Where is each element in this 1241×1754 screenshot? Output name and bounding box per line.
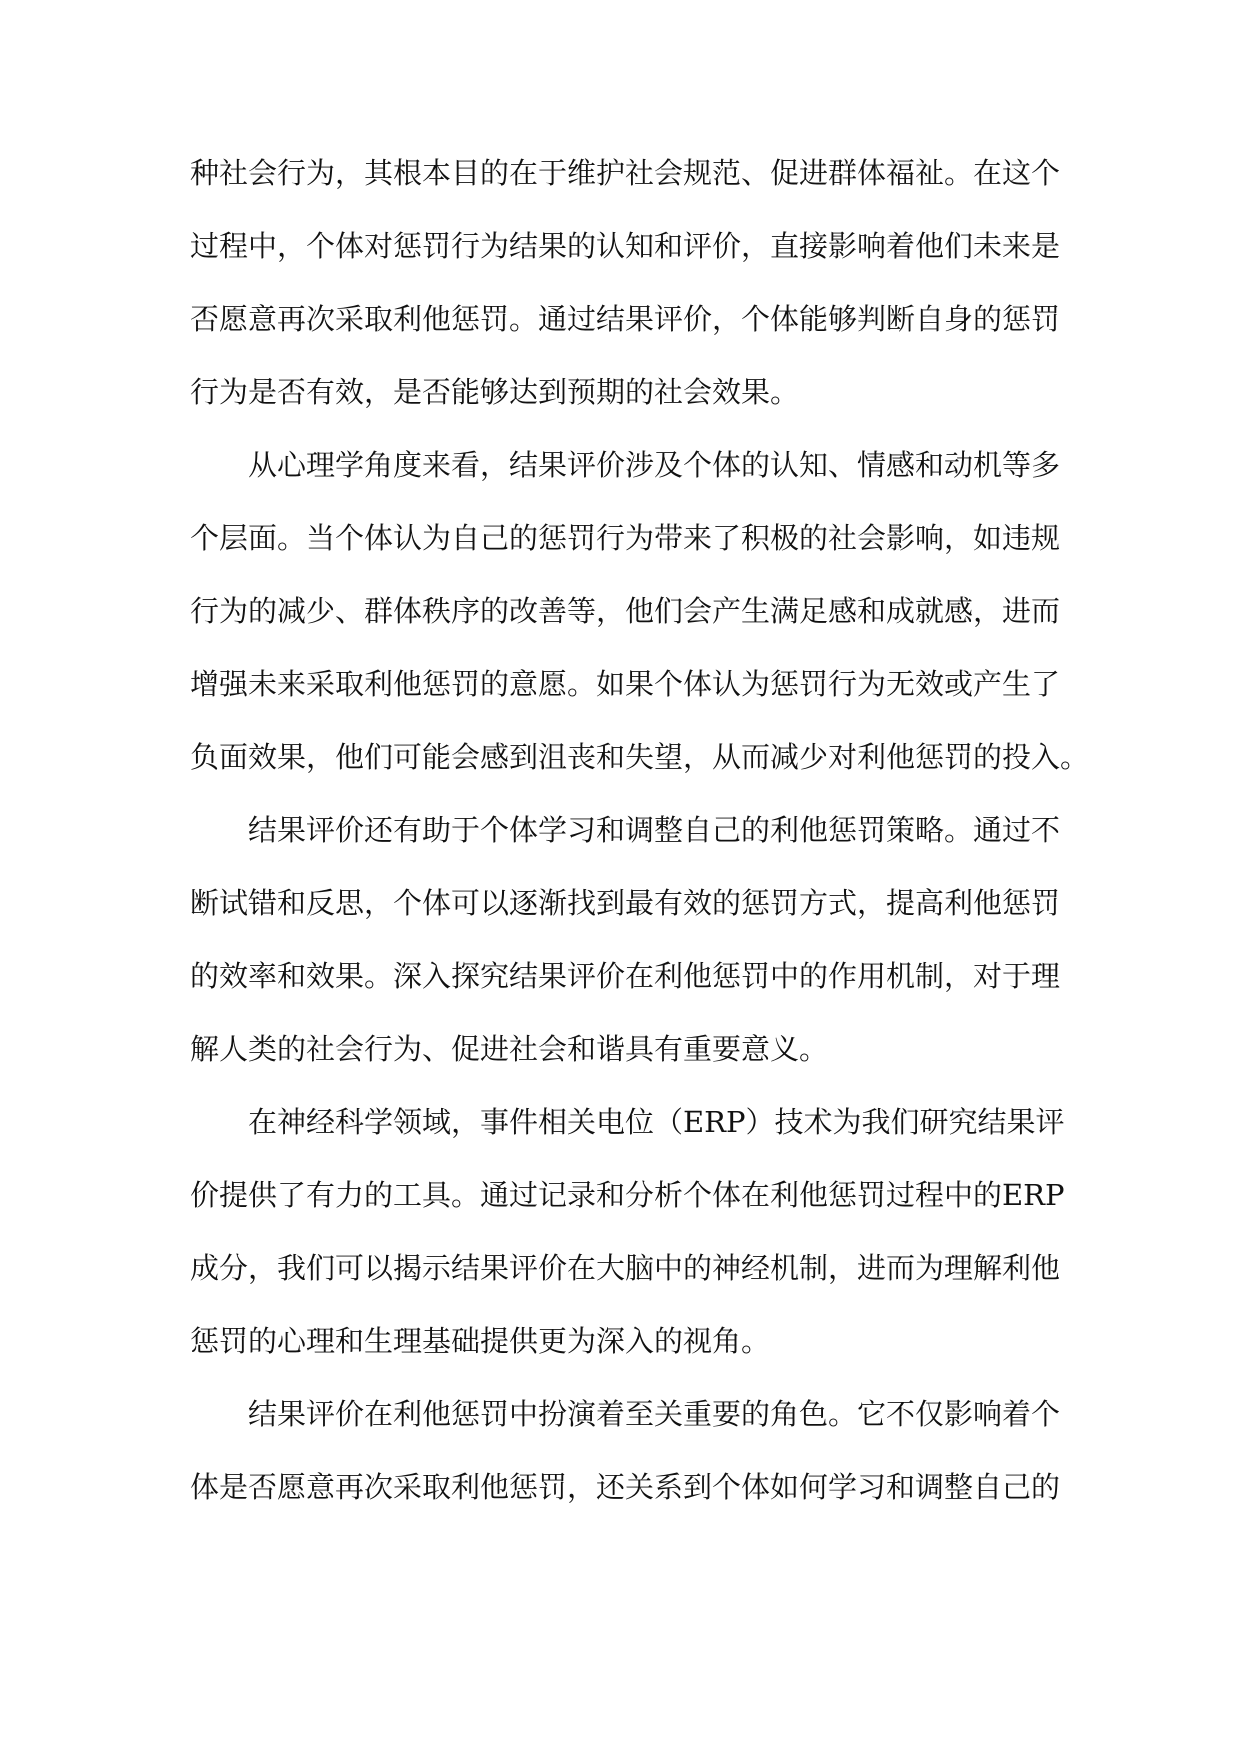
text-line: 个层面。当个体认为自己的惩罚行为带来了积极的社会影响，如违规 (190, 521, 1061, 555)
text-line: 的效率和效果。深入探究结果评价在利他惩罚中的作用机制，对于理 (190, 959, 1061, 993)
text-line: 断试错和反思，个体可以逐渐找到最有效的惩罚方式，提高利他惩罚 (190, 886, 1061, 920)
text-line: 成分，我们可以揭示结果评价在大脑中的神经机制，进而为理解利他 (190, 1251, 1061, 1285)
paragraph-first-line: 在神经科学领域，事件相关电位（ERP）技术为我们研究结果评 (248, 1105, 1065, 1139)
text-line: 种社会行为，其根本目的在于维护社会规范、促进群体福祉。在这个 (190, 156, 1061, 190)
text-line: 行为的减少、群体秩序的改善等，他们会产生满足感和成就感，进而 (190, 594, 1061, 628)
text-line: 解人类的社会行为、促进社会和谐具有重要意义。 (190, 1032, 829, 1066)
text-line: 行为是否有效，是否能够达到预期的社会效果。 (190, 375, 800, 409)
text-line: 增强未来采取利他惩罚的意愿。如果个体认为惩罚行为无效或产生了 (190, 667, 1061, 701)
text-line: 体是否愿意再次采取利他惩罚，还关系到个体如何学习和调整自己的 (190, 1470, 1061, 1504)
paragraph-first-line: 从心理学角度来看，结果评价涉及个体的认知、情感和动机等多 (248, 448, 1061, 482)
text-line: 否愿意再次采取利他惩罚。通过结果评价，个体能够判断自身的惩罚 (190, 302, 1061, 336)
paragraph-first-line: 结果评价还有助于个体学习和调整自己的利他惩罚策略。通过不 (248, 813, 1061, 847)
text-line: 惩罚的心理和生理基础提供更为深入的视角。 (190, 1324, 771, 1358)
paragraph-first-line: 结果评价在利他惩罚中扮演着至关重要的角色。它不仅影响着个 (248, 1397, 1061, 1431)
text-line: 价提供了有力的工具。通过记录和分析个体在利他惩罚过程中的ERP (190, 1178, 1065, 1212)
text-line: 过程中，个体对惩罚行为结果的认知和评价，直接影响着他们未来是 (190, 229, 1061, 263)
text-line: 负面效果，他们可能会感到沮丧和失望，从而减少对利他惩罚的投入。 (190, 740, 1090, 774)
